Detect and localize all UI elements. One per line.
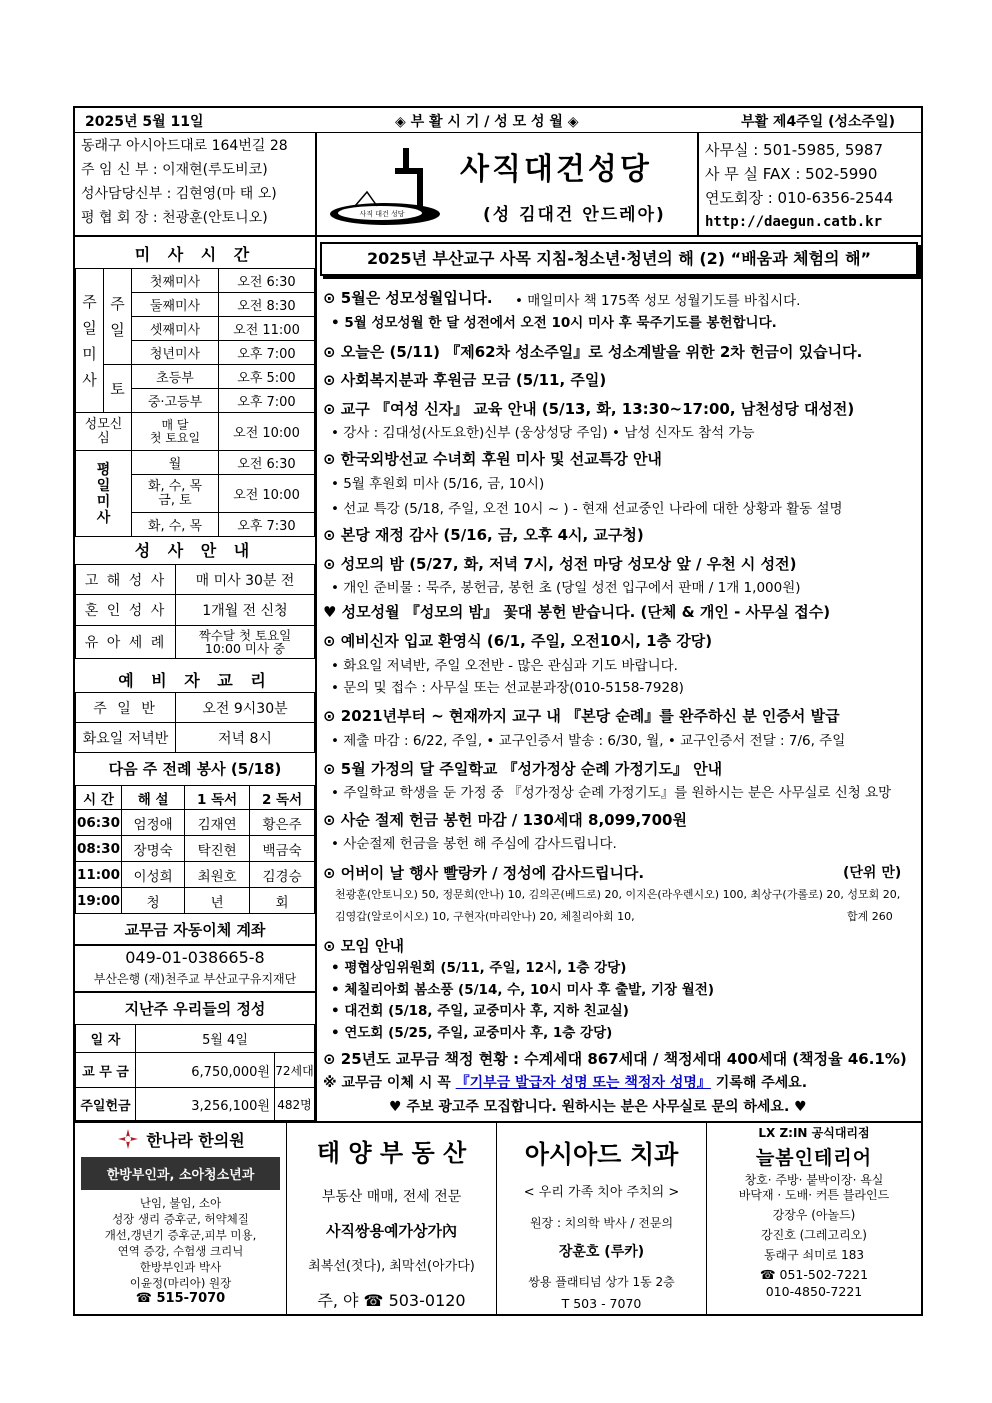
weekday-name: 화, 수, 목 금, 토 xyxy=(132,475,219,513)
notice-detail: • 5월 후원회 미사 (5/16, 금, 10시) xyxy=(331,476,545,492)
notice-detail: • 체칠리아회 봄소풍 (5/14, 수, 10시 미사 후 출발, 기장 월전) xyxy=(331,982,715,998)
mass-name: 중·고등부 xyxy=(132,389,219,413)
ad-neulbom-interior xyxy=(707,1121,921,1316)
weekday-time: 오전 6:30 xyxy=(219,451,315,475)
service-cell: 백금숙 xyxy=(250,836,315,862)
offering-date: 5월 4일 xyxy=(136,1025,315,1053)
notice-right: 합계 260 xyxy=(847,910,893,923)
catechumen-title: 예 비 자 교 리 xyxy=(118,671,272,690)
weekday-time: 오전 10:00 xyxy=(219,475,315,513)
offering-amount: 6,750,000원 xyxy=(136,1053,275,1088)
notice-right: (단위 만) xyxy=(843,865,902,881)
service-time: 11:00 xyxy=(76,862,122,888)
parish-name: 사직대건성당 xyxy=(460,152,652,187)
sacrament-value: 1개월 전 신청 xyxy=(176,595,315,626)
parish-contacts xyxy=(705,138,893,234)
federation-phone: 연도회장 : 010-6356-2544 xyxy=(705,189,894,207)
notice-detail: • 화요일 저녁반, 주일 오전반 - 많은 관심과 기도 바랍니다. xyxy=(331,658,678,674)
service-cell: 청 xyxy=(122,888,185,914)
mass-times-table xyxy=(75,268,315,537)
sacrament-value: 짝수달 첫 토요일 10:00 미사 중 xyxy=(176,626,315,659)
service-cell: 김재연 xyxy=(185,810,250,836)
service-time: 06:30 xyxy=(76,810,122,836)
notice-detail: • 제출 마감 : 6/22, 주일, • 교구인증서 발송 : 6/30, 월, • 교구인증서 전달 : 7/6, 주일 xyxy=(331,733,846,749)
pastor: 주 임 신 부 : 이재현(루도비코) xyxy=(81,162,268,178)
account-note: ※ 교무금 이체 시 꼭 『기부금 발급자 성명 또는 책정자 성명』 기록해 주세요. xyxy=(323,1075,808,1091)
service-header: 1 독서 xyxy=(185,786,250,810)
bulletin-page xyxy=(73,106,923,1316)
dental-director: 장훈호 (루카) xyxy=(558,1244,645,1260)
class-name: 화요일 저녁반 xyxy=(76,723,176,753)
notice-title: ⊙ 한국외방선교 수녀회 후원 미사 및 선교특강 안내 xyxy=(323,450,662,468)
notice-extra: • 매일미사 책 175쪽 성모 성월기도를 바칩시다. xyxy=(515,293,801,309)
sunday-label: 주 일 xyxy=(104,269,132,365)
dental-name: 아시아드 치과 xyxy=(524,1140,679,1169)
notice-title: ⊙ 5월은 성모성월입니다. xyxy=(323,289,493,307)
sacrament-value: 매 미사 30분 전 xyxy=(176,565,315,595)
sacrament-name: 유 아 세 례 xyxy=(76,626,176,659)
offering-name: 교 무 금 xyxy=(76,1053,136,1088)
offering-count: 482명 xyxy=(275,1088,315,1121)
logo-caption: 사직 대건 성당 xyxy=(359,210,405,218)
class-name: 주 일 반 xyxy=(76,693,176,723)
dental-line2: 원장 : 치의학 박사 / 전문의 xyxy=(529,1216,674,1230)
account-bank: 부산은행 (재)천주교 부산교구유지재단 xyxy=(93,972,297,986)
mass-time: 오후 7:00 xyxy=(219,341,315,365)
mass-time: 오전 11:00 xyxy=(219,317,315,341)
assistant-priest: 성사담당신부 : 김현영(마 태 오) xyxy=(81,186,277,202)
service-header: 2 독서 xyxy=(250,786,315,810)
dental-address: 쌍용 플래티넘 상가 1동 2층 xyxy=(528,1275,675,1289)
notice-title: ⊙ 어버이 날 행사 빨랑카 / 정성에 감사드립니다. xyxy=(323,864,645,882)
ad-recruit-notice: ♥ 주보 광고주 모집합니다. 원하시는 분은 사무실로 문의 하세요. ♥ xyxy=(389,1099,807,1115)
notice-detail: • 사순절제 헌금을 봉헌 해 주심에 감사드립니다. xyxy=(331,836,617,852)
notice-title: ⊙ 25년도 교무금 책정 현황 : 수계세대 867세대 / 책정세대 400세대 (책정율 46.1%) xyxy=(323,1050,907,1068)
service-cell: 회 xyxy=(250,888,315,914)
sacraments-title: 성 사 안 내 xyxy=(134,541,256,560)
realty-line2: 사직쌍용예가상가內 xyxy=(326,1222,457,1240)
service-time: 08:30 xyxy=(76,836,122,862)
realty-line1: 부동산 매매, 전세 전문 xyxy=(321,1189,462,1205)
interior-phone2: 010-4850-7221 xyxy=(765,1284,863,1299)
bulletin-date: 2025년 5월 11일 xyxy=(85,114,204,130)
service-header: 해 설 xyxy=(122,786,185,810)
interior-phone1: ☎ 051-502-7221 xyxy=(759,1267,869,1282)
notice-detail: • 강사 : 김대성(사도요한)신부 (웅상성당 주임) • 남성 신자도 참석 가능 xyxy=(331,425,755,441)
clinic-name: 한나라 한의원 xyxy=(146,1130,245,1150)
weekday-name: 화, 수, 목 xyxy=(132,513,219,537)
patron-saint: (성 김대건 안드레아) xyxy=(483,205,666,225)
pastoral-banner: 2025년 부산교구 사목 지침-청소년·청년의 해 (2) “배움과 체험의 해” xyxy=(320,242,918,276)
sacrament-name: 혼 인 성 사 xyxy=(76,595,176,626)
clinic-band: 한방부인과, 소아청소년과 xyxy=(81,1157,280,1190)
header-row xyxy=(75,108,921,133)
offering-name: 주일헌금 xyxy=(76,1088,136,1121)
service-cell: 황은주 xyxy=(250,810,315,836)
notice-detail: • 연도회 (5/25, 주일, 교중미사 후, 1층 강당) xyxy=(331,1025,613,1041)
service-title: 다음 주 전례 봉사 (5/18) xyxy=(108,760,282,778)
first-saturday-name: 매 달 첫 토요일 xyxy=(132,413,219,451)
service-header: 시 간 xyxy=(76,786,122,810)
mass-name: 첫째미사 xyxy=(132,269,219,293)
notice-detail: • 개인 준비물 : 묵주, 봉헌금, 봉헌 초 (당일 성전 입구에서 판매 / 1개 1,000원) xyxy=(331,580,801,596)
service-table xyxy=(75,785,315,914)
offering-table xyxy=(75,1024,315,1121)
council-president: 평 협 회 장 : 천광훈(안토니오) xyxy=(81,210,268,226)
offering-count: 72세대 xyxy=(275,1053,315,1088)
mass-name: 둘째미사 xyxy=(132,293,219,317)
sunday-mass-label: 주 일 미 사 xyxy=(76,269,104,413)
flower-icon xyxy=(116,1127,140,1151)
dental-line1: < 우리 가족 치아 주치의 > xyxy=(523,1185,680,1200)
first-saturday-label: 성모신심 xyxy=(76,413,132,451)
dental-phone: T 503 - 7070 xyxy=(561,1296,642,1311)
offering-amount: 3,256,100원 xyxy=(136,1088,275,1121)
notice-detail: • 대건회 (5/18, 주일, 교중미사 후, 지하 친교실) xyxy=(331,1003,629,1019)
service-time: 19:00 xyxy=(76,888,122,914)
mass-time: 오후 7:00 xyxy=(219,389,315,413)
weekday-time: 오후 7:30 xyxy=(219,513,315,537)
notice-title: ⊙ 오늘은 (5/11) 『제62차 성소주일』로 성소계발을 위한 2차 헌금이 있습니다. xyxy=(323,343,863,361)
weekday-name: 월 xyxy=(132,451,219,475)
parish-logo xyxy=(325,144,445,224)
account-title: 교무금 자동이체 계좌 xyxy=(124,921,266,939)
service-cell: 엄정애 xyxy=(122,810,185,836)
mass-time: 오전 8:30 xyxy=(219,293,315,317)
sacraments-table xyxy=(75,564,315,659)
notice-title: ⊙ 사회복지분과 후원금 모금 (5/11, 주일) xyxy=(323,371,607,389)
donor-list: 김영갑(알로이시오) 10, 구현자(마리안나) 20, 체칠리아회 10, xyxy=(335,910,635,923)
service-cell: 탁진현 xyxy=(185,836,250,862)
notice-detail: • 평협상임위원회 (5/11, 주일, 12시, 1층 강당) xyxy=(331,960,627,976)
notice-detail: • 주일학교 학생을 둔 가정 중 『성가정상 순례 가정기도』를 원하시는 분은 사무실로 신청 요망 xyxy=(331,785,892,801)
mass-times-title: 미 사 시 간 xyxy=(134,245,256,264)
notice-title: ⊙ 5월 가정의 달 주일학교 『성가정상 순례 가정기도』 안내 xyxy=(323,760,723,778)
clinic-phone: ☎ 515-7070 xyxy=(135,1291,226,1306)
parish-address: 동래구 아시아드대로 164번길 28 xyxy=(81,138,288,154)
service-cell: 이성희 xyxy=(122,862,185,888)
notice-title: ⊙ 교구 『여성 신자』 교육 안내 (5/13, 화, 13:30~17:00, 남천성당 대성전) xyxy=(323,400,855,418)
interior-top: LX Z:IN 공식대리점 xyxy=(758,1126,870,1140)
mass-time: 오후 5:00 xyxy=(219,365,315,389)
clinic-details: 난임, 불임, 소아 성장 생리 증후군, 허약체질 개선,갱년기 증후군,피부 미용, 연역 증강, 수험생 크리닉 한방부인과 박사 이윤정(마리아) 원장 xyxy=(104,1196,257,1290)
sacrament-name: 고 해 성 사 xyxy=(76,565,176,595)
class-time: 저녁 8시 xyxy=(176,723,315,753)
donor-list: 천광훈(안토니오) 50, 정문희(안나) 10, 김의곤(베드로) 20, 이지은(라우렌시오) 100, 최상구(가롤로) 20, 성모회 20, xyxy=(335,888,901,901)
service-cell: 최원호 xyxy=(185,862,250,888)
notice-title: ⊙ 본당 재정 감사 (5/16, 금, 오후 4시, 교구청) xyxy=(323,526,644,544)
service-cell: 년 xyxy=(185,888,250,914)
first-saturday-time: 오전 10:00 xyxy=(219,413,315,451)
realty-name: 태 양 부 동 산 xyxy=(316,1139,467,1167)
notice-title: ⊙ 2021년부터 ~ 현재까지 교구 내 『본당 순례』를 완주하신 분 인증서 발급 xyxy=(323,707,840,725)
notice-detail: • 문의 및 접수 : 사무실 또는 선교분과장(010-5158-7928) xyxy=(331,680,684,696)
saturday-label: 토 xyxy=(104,365,132,413)
date-label: 일 자 xyxy=(76,1025,136,1053)
parish-staff xyxy=(81,135,311,229)
ad-taeyang-realty xyxy=(287,1121,497,1316)
interior-name: 늘봄인테리어 xyxy=(755,1147,873,1169)
liturgical-season: ◈ 부 활 시 기 / 성 모 성 월 ◈ xyxy=(395,114,579,130)
mass-name: 초등부 xyxy=(132,365,219,389)
notice-detail: • 5월 성모성월 한 달 성전에서 오전 10시 미사 후 묵주기도를 봉헌합니다. xyxy=(331,315,777,331)
notice-title: ⊙ 사순 절제 헌금 봉헌 마감 / 130세대 8,099,700원 xyxy=(323,811,687,829)
service-cell: 장명숙 xyxy=(122,836,185,862)
mass-name: 셋째미사 xyxy=(132,317,219,341)
parish-url[interactable]: http://daegun.catb.kr xyxy=(705,214,883,230)
weekday-mass-label: 평일미사 xyxy=(76,451,132,537)
notice-title: ⊙ 예비신자 입교 환영식 (6/1, 주일, 오전10시, 1층 강당) xyxy=(323,632,713,650)
ad-hanara-clinic xyxy=(75,1121,287,1316)
offering-title: 지난주 우리들의 정성 xyxy=(124,1000,266,1018)
notice-title: ⊙ 모임 안내 xyxy=(323,937,404,955)
class-time: 오전 9시30분 xyxy=(176,693,315,723)
mass-time: 오전 6:30 xyxy=(219,269,315,293)
mass-name: 청년미사 xyxy=(132,341,219,365)
liturgical-week: 부활 제4주일 (성소주일) xyxy=(741,114,896,130)
realty-line3: 최복선(젓다), 최막선(아가다) xyxy=(308,1259,475,1274)
ad-asiad-dental xyxy=(497,1121,707,1316)
notice-title: ⊙ 성모의 밤 (5/27, 화, 저녁 7시, 성전 마당 성모상 앞 / 우천 시 성전) xyxy=(323,555,797,573)
notice-detail: • 선교 특강 (5/18, 주일, 오전 10시 ~ ) - 현재 선교중인 나라에 대한 상황과 활동 설명 xyxy=(331,501,843,517)
service-cell: 김경승 xyxy=(250,862,315,888)
account-number: 049-01-038665-8 xyxy=(125,948,265,967)
office-phone: 사무실 : 501-5985, 5987 xyxy=(705,141,883,159)
interior-details: 창호· 주방· 붙박이장· 욕실 바닥재 · 도배· 커튼 블라인드 강장우 (아놀드) 강진호 (그레고리오) 동래구 쇠미로 183 xyxy=(738,1173,890,1262)
notice-title: ♥ 성모성월 『성모의 밤』 꽃대 봉헌 받습니다. (단체 & 개인 - 사무실 접수) xyxy=(323,603,831,621)
office-fax: 사 무 실 FAX : 502-5990 xyxy=(705,165,878,183)
realty-phone: 주, 야 ☎ 503-0120 xyxy=(317,1291,466,1310)
catechumen-table xyxy=(75,692,315,753)
